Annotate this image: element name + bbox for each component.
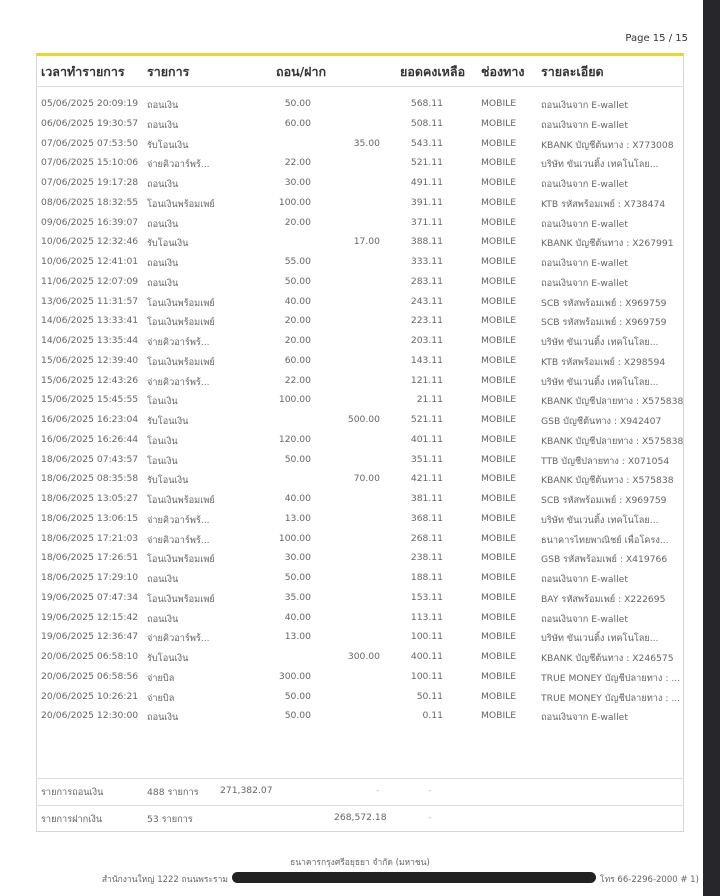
row-withdraw: 22.00 xyxy=(284,157,311,169)
row-datetime: 07/06/2025 15:10:06 xyxy=(41,157,139,169)
row-details: KTB รหัสพร้อมเพย์ : X298594 xyxy=(541,356,666,368)
row-transaction: รับโอนเงิน xyxy=(147,653,189,664)
row-channel: MOBILE xyxy=(481,611,517,623)
row-withdraw: 100.00 xyxy=(278,532,311,544)
row-details: ถอนเงินจาก E-wallet xyxy=(541,574,628,585)
row-channel: MOBILE xyxy=(481,710,517,722)
row-details: ถอนเงินจาก E-wallet xyxy=(541,179,628,190)
footer-address-end: โทร 66-2296-2000 # 1) xyxy=(600,875,699,885)
row-transaction: ถอนเงิน xyxy=(147,574,179,585)
row-transaction: โอนเงินพร้อมเพย์ xyxy=(147,198,215,210)
row-details: ถอนเงินจาก E-wallet xyxy=(541,218,628,230)
row-transaction: โอนเงินพร้อมเพย์ xyxy=(147,356,215,368)
row-transaction: ถอนเงิน xyxy=(147,712,179,724)
table-row xyxy=(0,592,700,612)
row-datetime: 19/06/2025 12:15:42 xyxy=(41,611,139,623)
row-withdraw: 50.00 xyxy=(284,690,311,702)
row-datetime: 07/06/2025 07:53:50 xyxy=(41,137,139,149)
row-channel: MOBILE xyxy=(481,473,517,485)
row-balance: 508.11 xyxy=(410,117,443,129)
summary-withdraw-dash: - xyxy=(428,785,432,796)
row-withdraw: 20.00 xyxy=(284,315,311,327)
table-row xyxy=(0,394,700,414)
row-datetime: 19/06/2025 12:36:47 xyxy=(41,631,139,643)
row-transaction: โอนเงิน xyxy=(147,435,178,447)
row-withdraw: 100.00 xyxy=(278,394,311,406)
row-datetime: 20/06/2025 10:26:21 xyxy=(41,690,139,702)
row-details: SCB รหัสพร้อมเพย์ : X969759 xyxy=(541,495,667,506)
row-datetime: 08/06/2025 18:32:55 xyxy=(41,196,139,208)
row-withdraw: 50.00 xyxy=(284,710,311,722)
row-transaction: รับโอนเงิน xyxy=(147,475,189,487)
row-channel: MOBILE xyxy=(481,414,517,425)
row-withdraw: 60.00 xyxy=(284,354,311,366)
row-withdraw: 13.00 xyxy=(284,631,311,643)
row-transaction: จ่ายคิวอาร์พร้... xyxy=(147,534,210,546)
row-withdraw: 22.00 xyxy=(284,374,311,386)
row-transaction: ถอนเงิน xyxy=(147,277,179,289)
row-datetime: 07/06/2025 19:17:28 xyxy=(41,177,139,188)
row-withdraw: 40.00 xyxy=(284,611,311,623)
table-row xyxy=(0,157,700,177)
row-datetime: 20/06/2025 06:58:56 xyxy=(41,670,139,682)
row-channel: MOBILE xyxy=(481,631,517,643)
row-details: TRUE MONEY บัญชีปลายทาง : ... xyxy=(541,672,681,684)
table-row xyxy=(0,217,700,237)
row-details: SCB รหัสพร้อมเพย์ : X969759 xyxy=(541,317,667,329)
row-balance: 121.11 xyxy=(410,374,443,386)
row-transaction: โอนเงินพร้อมเพย์ xyxy=(147,554,215,566)
row-transaction: ถอนเงิน xyxy=(147,179,179,190)
row-balance: 203.11 xyxy=(410,335,443,346)
table-row xyxy=(0,276,700,296)
row-transaction: รับโอนเงิน xyxy=(147,416,189,427)
summary-deposit-amount: 268,572.18 xyxy=(334,812,387,823)
row-withdraw: 40.00 xyxy=(284,493,311,504)
row-transaction: จ่ายคิวอาร์พร้... xyxy=(147,337,210,348)
row-datetime: 06/06/2025 19:30:57 xyxy=(41,117,139,129)
row-channel: MOBILE xyxy=(481,295,517,307)
row-withdraw: 20.00 xyxy=(284,216,311,228)
row-withdraw: 50.00 xyxy=(284,572,311,583)
row-transaction: รับโอนเงิน xyxy=(147,139,189,151)
row-details: GSB รหัสพร้อมเพย์ : X419766 xyxy=(541,554,668,566)
row-datetime: 14/06/2025 13:33:41 xyxy=(41,315,139,327)
summary-withdraw-amount: 271,382.07 xyxy=(220,785,273,796)
row-transaction: จ่ายบิล xyxy=(147,692,175,704)
table-row xyxy=(0,177,700,197)
row-details: KBANK บัญชีต้นทาง : X773008 xyxy=(541,139,674,151)
footer-address-start: สำนักงานใหญ่ 1222 ถนนพระราม xyxy=(101,875,228,885)
row-details: ธนาคารไทยพาณิชย์ เพื่อโครง... xyxy=(541,534,669,546)
row-transaction: ถอนเงิน xyxy=(147,100,179,111)
table-row xyxy=(0,355,700,375)
table-row xyxy=(0,236,700,256)
table-row xyxy=(0,335,700,355)
row-withdraw: 50.00 xyxy=(284,275,311,287)
row-withdraw: 300.00 xyxy=(278,670,311,682)
row-balance: 543.11 xyxy=(410,137,443,149)
row-balance: 113.11 xyxy=(410,611,443,623)
row-details: บริษัท ขันเวนติ้ง เทคโนโลย... xyxy=(541,337,659,348)
row-deposit: 70.00 xyxy=(353,473,380,485)
redaction-bar xyxy=(232,872,596,883)
row-balance: 400.11 xyxy=(410,651,443,662)
table-row xyxy=(0,493,700,513)
row-withdraw: 30.00 xyxy=(284,177,311,188)
row-channel: MOBILE xyxy=(481,374,517,386)
row-balance: 381.11 xyxy=(410,493,443,504)
row-datetime: 15/06/2025 12:39:40 xyxy=(41,354,139,366)
row-balance: 238.11 xyxy=(410,552,443,564)
row-balance: 283.11 xyxy=(410,275,443,287)
table-row xyxy=(0,513,700,533)
summary-divider xyxy=(36,778,684,779)
row-transaction: จ่ายคิวอาร์พร้... xyxy=(147,514,210,526)
row-channel: MOBILE xyxy=(481,670,517,682)
row-transaction: จ่ายคิวอาร์พร้... xyxy=(147,376,210,388)
row-withdraw: 50.00 xyxy=(284,453,311,465)
row-withdraw: 120.00 xyxy=(278,433,311,445)
row-datetime: 18/06/2025 17:29:10 xyxy=(41,572,139,583)
summary-deposit-label: รายการฝากเงิน xyxy=(41,814,103,825)
row-transaction: โอนเงิน xyxy=(147,455,178,467)
row-balance: 333.11 xyxy=(410,256,443,267)
row-transaction: ถอนเงิน xyxy=(147,119,179,131)
table-row xyxy=(0,197,700,217)
row-datetime: 20/06/2025 12:30:00 xyxy=(41,710,139,722)
row-transaction: จ่ายบิล xyxy=(147,672,175,684)
row-balance: 388.11 xyxy=(410,236,443,248)
row-datetime: 05/06/2025 20:09:19 xyxy=(41,98,139,109)
table-row xyxy=(0,454,700,474)
row-transaction: จ่ายคิวอาร์พร้... xyxy=(147,159,210,171)
table-row xyxy=(0,434,700,454)
row-channel: MOBILE xyxy=(481,315,517,327)
summary-withdraw-count: 488 รายการ xyxy=(147,787,199,798)
row-channel: MOBILE xyxy=(481,216,517,228)
table-row xyxy=(0,473,700,493)
row-details: KTB รหัสพร้อมเพย์ : X738474 xyxy=(541,198,666,210)
row-details: ถอนเงินจาก E-wallet xyxy=(541,258,628,269)
row-balance: 521.11 xyxy=(410,414,443,425)
row-details: BAY รหัสพร้อมเพย์ : X222695 xyxy=(541,593,666,605)
row-channel: MOBILE xyxy=(481,354,517,366)
row-channel: MOBILE xyxy=(481,453,517,465)
row-details: SCB รหัสพร้อมเพย์ : X969759 xyxy=(541,297,667,309)
row-details: TTB บัญชีปลายทาง : X071054 xyxy=(541,455,670,467)
row-balance: 568.11 xyxy=(410,98,443,109)
row-datetime: 18/06/2025 08:35:58 xyxy=(41,473,139,485)
row-channel: MOBILE xyxy=(481,493,517,504)
row-details: KBANK บัญชีต้นทาง : X267991 xyxy=(541,238,674,250)
header-details: รายละเอียด xyxy=(541,64,604,79)
table-row xyxy=(0,414,700,434)
row-details: ถอนเงินจาก E-wallet xyxy=(541,613,628,625)
row-withdraw: 50.00 xyxy=(284,98,311,109)
summary-withdraw-label: รายการถอนเงิน xyxy=(41,787,104,798)
row-details: TRUE MONEY บัญชีปลายทาง : ... xyxy=(541,692,681,704)
row-details: บริษัท ขันเวนติ้ง เทคโนโลย... xyxy=(541,633,659,645)
row-balance: 100.11 xyxy=(410,670,443,682)
row-channel: MOBILE xyxy=(481,256,517,267)
row-channel: MOBILE xyxy=(481,591,517,603)
summary-deposit-dash: - xyxy=(428,812,432,823)
row-balance: 391.11 xyxy=(410,196,443,208)
row-datetime: 16/06/2025 16:23:04 xyxy=(41,414,139,425)
row-balance: 188.11 xyxy=(410,572,443,583)
row-details: ถอนเงินจาก E-wallet xyxy=(541,712,628,724)
row-details: KBANK บัญชีต้นทาง : X246575 xyxy=(541,653,674,664)
row-details: KBANK บัญชีปลายทาง : X575838 xyxy=(541,435,684,447)
row-deposit: 35.00 xyxy=(353,137,380,149)
row-balance: 243.11 xyxy=(410,295,443,307)
row-details: บริษัท ขันเวนติ้ง เทคโนโลย... xyxy=(541,159,659,171)
row-transaction: จ่ายคิวอาร์พร้... xyxy=(147,633,210,645)
table-row xyxy=(0,98,700,118)
row-transaction: ถอนเงิน xyxy=(147,613,179,625)
row-channel: MOBILE xyxy=(481,236,517,248)
row-balance: 50.11 xyxy=(416,690,443,702)
row-datetime: 20/06/2025 06:58:10 xyxy=(41,651,139,662)
row-channel: MOBILE xyxy=(481,335,517,346)
table-row xyxy=(0,691,700,711)
row-channel: MOBILE xyxy=(481,394,517,406)
footer-bank-name: ธนาคารกรุงศรีอยุธยา จำกัด (มหาชน) xyxy=(290,858,430,868)
row-datetime: 11/06/2025 12:07:09 xyxy=(41,275,139,287)
row-balance: 491.11 xyxy=(410,177,443,188)
row-datetime: 15/06/2025 12:43:26 xyxy=(41,374,139,386)
row-withdraw: 100.00 xyxy=(278,196,311,208)
row-datetime: 09/06/2025 16:39:07 xyxy=(41,216,139,228)
row-withdraw: 35.00 xyxy=(284,591,311,603)
row-details: KBANK บัญชีปลายทาง : X575838 xyxy=(541,396,684,408)
row-details: บริษัท ขันเวนติ้ง เทคโนโลย... xyxy=(541,376,659,388)
row-balance: 371.11 xyxy=(410,216,443,228)
row-balance: 368.11 xyxy=(410,512,443,524)
row-channel: MOBILE xyxy=(481,196,517,208)
table-row xyxy=(0,315,700,335)
table-row xyxy=(0,710,700,730)
row-channel: MOBILE xyxy=(481,690,517,702)
summary-divider xyxy=(36,805,684,806)
row-transaction: รับโอนเงิน xyxy=(147,238,189,250)
row-transaction: โอนเงินพร้อมเพย์ xyxy=(147,297,215,309)
table-row xyxy=(0,296,700,316)
header-datetime: เวลาทำรายการ xyxy=(41,64,125,79)
row-datetime: 15/06/2025 15:45:55 xyxy=(41,394,139,406)
table-row xyxy=(0,671,700,691)
row-withdraw: 60.00 xyxy=(284,117,311,129)
row-details: ถอนเงินจาก E-wallet xyxy=(541,119,628,131)
row-withdraw: 40.00 xyxy=(284,295,311,307)
row-withdraw: 13.00 xyxy=(284,512,311,524)
row-balance: 268.11 xyxy=(410,532,443,544)
row-datetime: 16/06/2025 16:26:44 xyxy=(41,433,139,445)
row-balance: 0.11 xyxy=(422,710,443,722)
row-channel: MOBILE xyxy=(481,512,517,524)
row-channel: MOBILE xyxy=(481,275,517,287)
row-balance: 421.11 xyxy=(410,473,443,485)
row-withdraw: 20.00 xyxy=(284,335,311,346)
row-transaction: โอนเงินพร้อมเพย์ xyxy=(147,317,215,329)
table-row xyxy=(0,118,700,138)
row-details: ถอนเงินจาก E-wallet xyxy=(541,277,628,289)
row-channel: MOBILE xyxy=(481,177,517,188)
row-balance: 153.11 xyxy=(410,591,443,603)
row-channel: MOBILE xyxy=(481,433,517,445)
row-datetime: 18/06/2025 07:43:57 xyxy=(41,453,139,465)
table-row xyxy=(0,375,700,395)
table-row xyxy=(0,533,700,553)
row-deposit: 500.00 xyxy=(347,414,380,425)
row-datetime: 10/06/2025 12:41:01 xyxy=(41,256,139,267)
row-transaction: ถอนเงิน xyxy=(147,258,179,269)
header-balance: ยอดคงเหลือ xyxy=(400,64,466,79)
table-row xyxy=(0,651,700,671)
background-edge xyxy=(703,0,720,896)
row-channel: MOBILE xyxy=(481,651,517,662)
page-indicator: Page 15 / 15 xyxy=(625,33,688,44)
row-balance: 143.11 xyxy=(410,354,443,366)
row-withdraw: 55.00 xyxy=(284,256,311,267)
summary-withdraw-dash: - xyxy=(376,785,380,796)
row-details: บริษัท ขันเวนติ้ง เทคโนโลย... xyxy=(541,514,659,526)
row-balance: 223.11 xyxy=(410,315,443,327)
row-channel: MOBILE xyxy=(481,98,517,109)
row-channel: MOBILE xyxy=(481,117,517,129)
row-balance: 100.11 xyxy=(410,631,443,643)
table-row xyxy=(0,612,700,632)
table-row xyxy=(0,256,700,276)
table-row xyxy=(0,552,700,572)
row-balance: 351.11 xyxy=(410,453,443,465)
header-divider xyxy=(36,86,684,87)
row-channel: MOBILE xyxy=(481,137,517,149)
row-transaction: โอนเงิน xyxy=(147,396,178,408)
row-withdraw: 30.00 xyxy=(284,552,311,564)
header-channel: ช่องทาง xyxy=(481,64,525,79)
row-details: GSB บัญชีต้นทาง : X942407 xyxy=(541,416,662,427)
row-datetime: 14/06/2025 13:35:44 xyxy=(41,335,139,346)
row-details: ถอนเงินจาก E-wallet xyxy=(541,100,628,111)
row-details: KBANK บัญชีต้นทาง : X575838 xyxy=(541,475,674,487)
row-channel: MOBILE xyxy=(481,552,517,564)
row-deposit: 300.00 xyxy=(347,651,380,662)
row-channel: MOBILE xyxy=(481,157,517,169)
row-balance: 401.11 xyxy=(410,433,443,445)
row-datetime: 10/06/2025 12:32:46 xyxy=(41,236,139,248)
row-deposit: 17.00 xyxy=(353,236,380,248)
row-transaction: โอนเงินพร้อมเพย์ xyxy=(147,495,215,506)
table-row xyxy=(0,572,700,592)
table-row xyxy=(0,631,700,651)
row-balance: 21.11 xyxy=(416,394,443,406)
header-withdraw-deposit: ถอน/ฝาก xyxy=(276,64,327,79)
summary-deposit-count: 53 รายการ xyxy=(147,814,193,825)
row-datetime: 18/06/2025 17:21:03 xyxy=(41,532,139,544)
table-row xyxy=(0,138,700,158)
row-balance: 521.11 xyxy=(410,157,443,169)
row-channel: MOBILE xyxy=(481,532,517,544)
row-transaction: โอนเงินพร้อมเพย์ xyxy=(147,593,215,605)
row-channel: MOBILE xyxy=(481,572,517,583)
row-datetime: 18/06/2025 13:06:15 xyxy=(41,512,139,524)
row-datetime: 19/06/2025 07:47:34 xyxy=(41,591,139,603)
row-datetime: 18/06/2025 17:26:51 xyxy=(41,552,139,564)
row-transaction: ถอนเงิน xyxy=(147,218,179,230)
row-datetime: 13/06/2025 11:31:57 xyxy=(41,295,139,307)
row-datetime: 18/06/2025 13:05:27 xyxy=(41,493,139,504)
header-transaction: รายการ xyxy=(147,64,190,79)
